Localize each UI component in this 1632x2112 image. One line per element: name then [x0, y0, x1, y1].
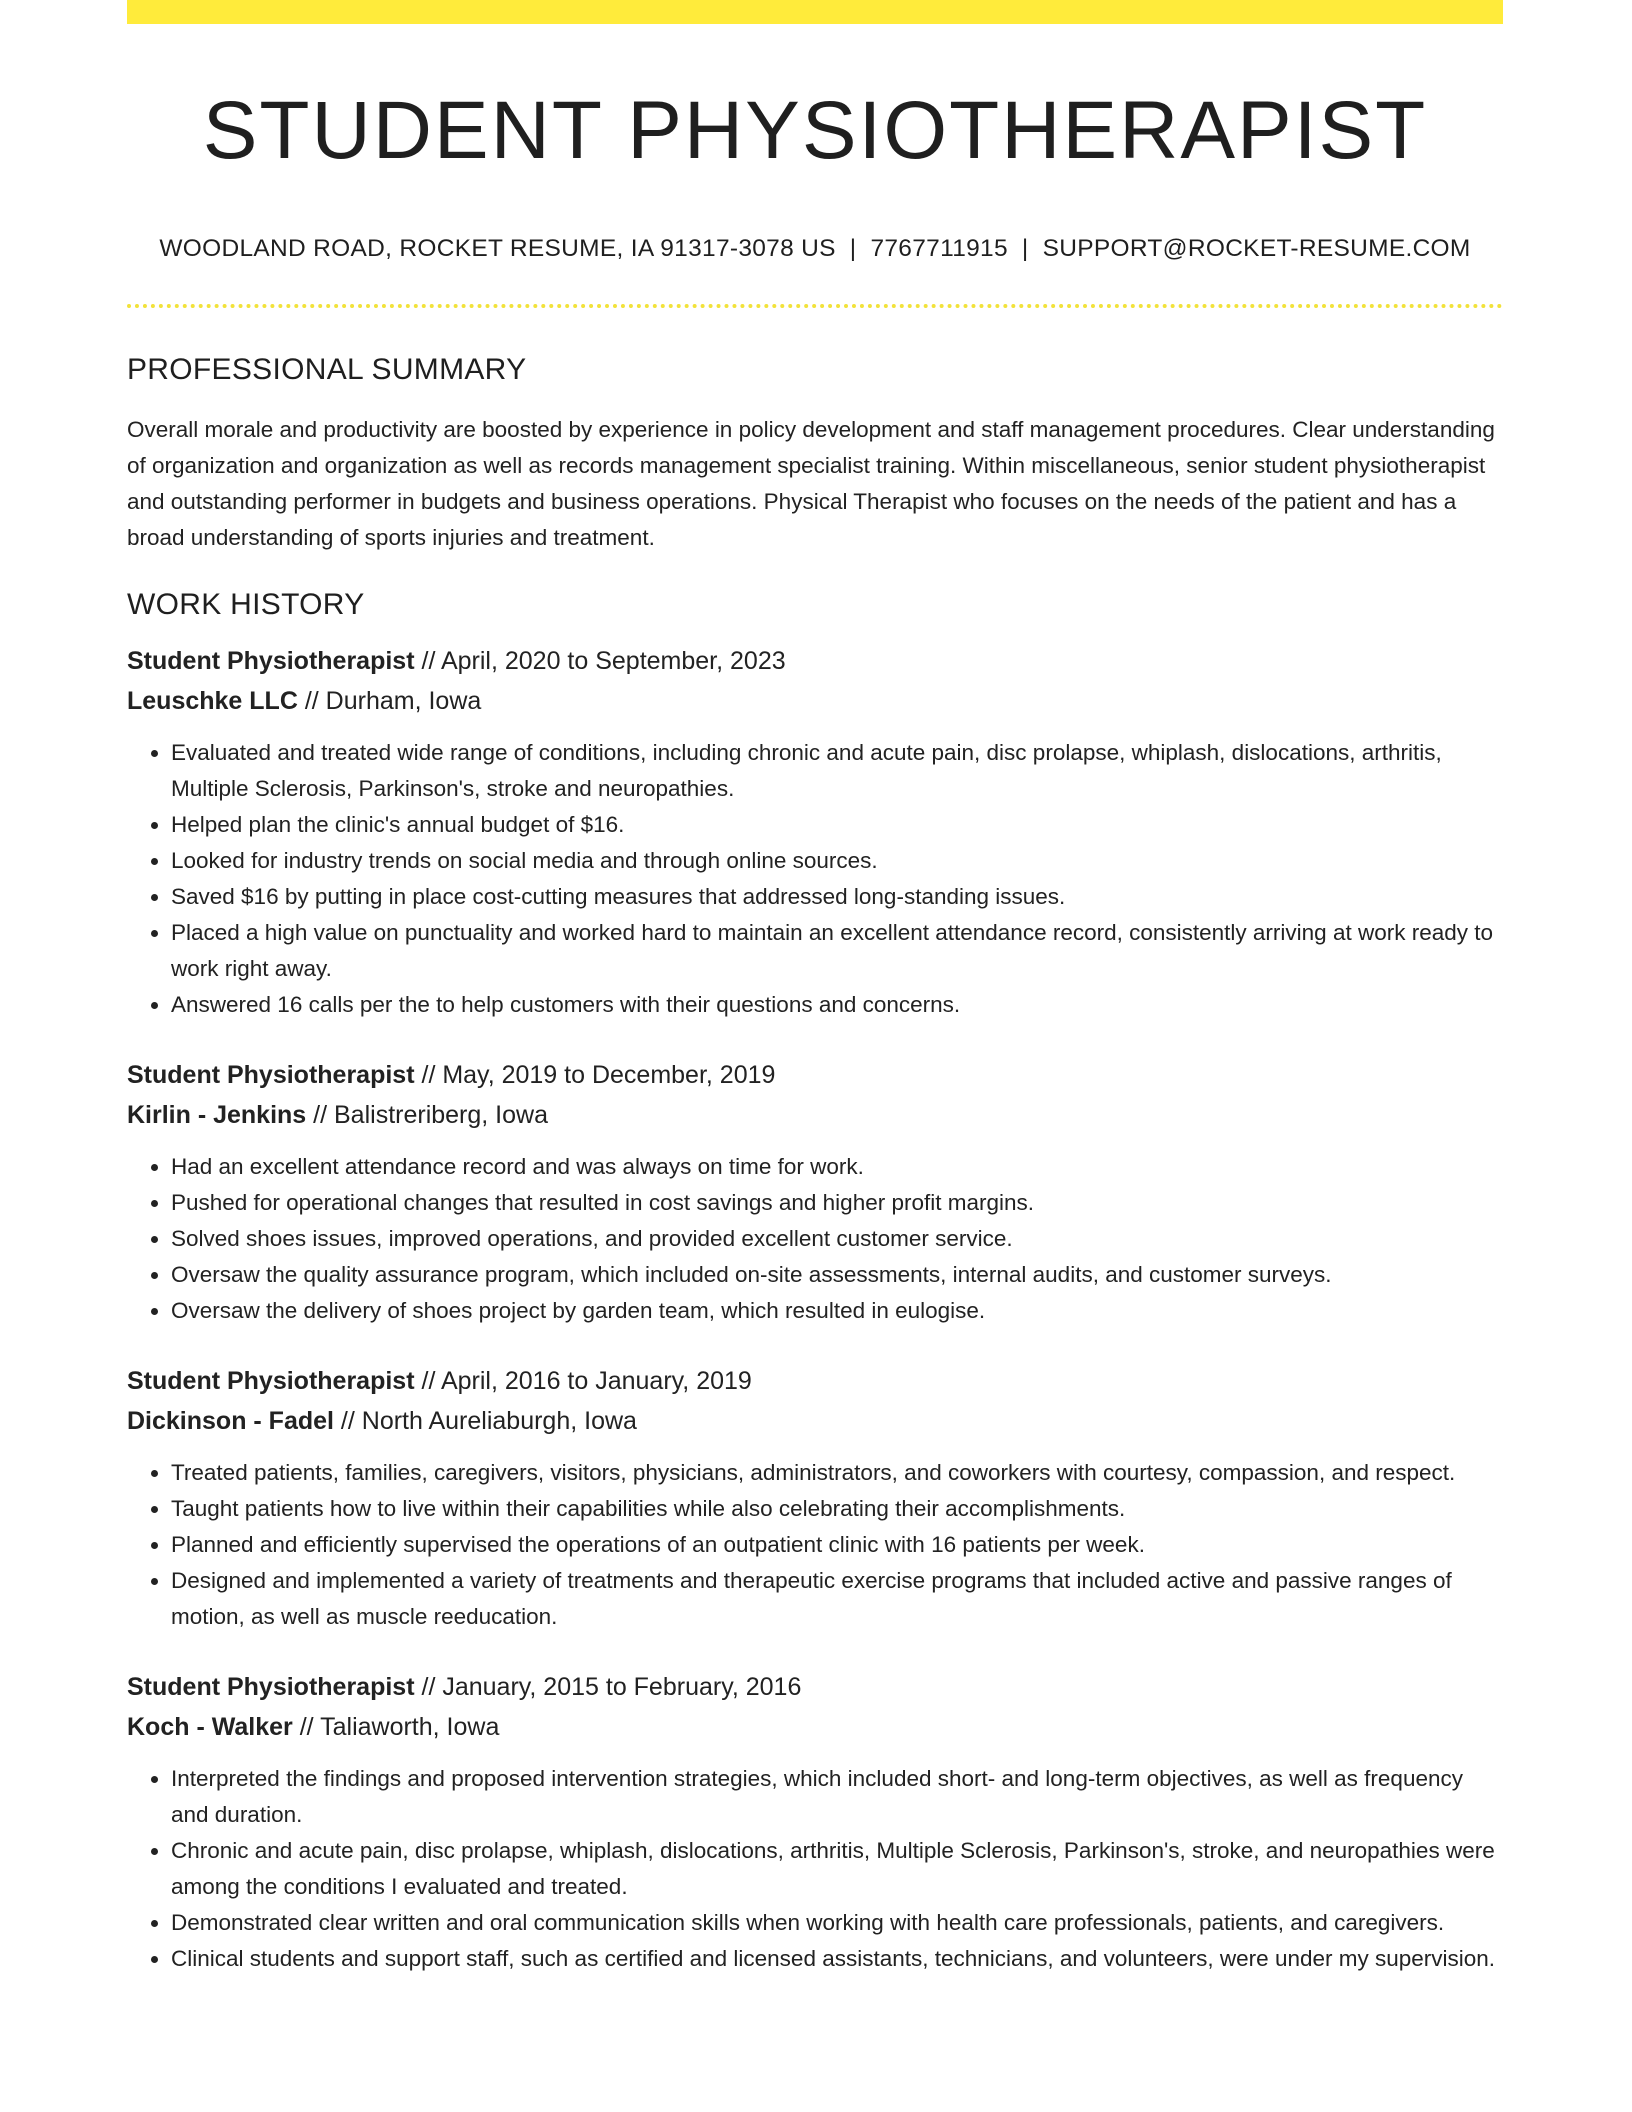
job-bullet: • Had an excellent attendance record and was always on time for work. — [171, 1149, 1503, 1185]
job-bullet: • Solved shoes issues, improved operations, and provided excellent customer service. — [171, 1221, 1503, 1257]
job-entry — [127, 1055, 1503, 1329]
job-location: // Balistreriberg, Iowa — [306, 1100, 548, 1129]
job-bullet: • Helped plan the clinic's annual budget of $16. — [171, 807, 1503, 843]
job-bullet: • Answered 16 calls per the to help customers with their questions and concerns. — [171, 987, 1503, 1023]
job-bullet: • Pushed for operational changes that resulted in cost savings and higher profit margins. — [171, 1185, 1503, 1221]
contact-email: SUPPORT@ROCKET-RESUME.COM — [1042, 235, 1471, 263]
job-dates: // April, 2016 to January, 2019 — [414, 1366, 752, 1395]
job-bullet: • Taught patients how to live within their capabilities while also celebrating their accomplishments. — [171, 1491, 1503, 1527]
contact-separator: | — [1021, 235, 1029, 263]
job-company-line — [127, 1095, 1503, 1135]
job-role: Student Physiotherapist — [127, 1672, 415, 1701]
job-bullet: • Saved $16 by putting in place cost-cutting measures that addressed long-standing issues. — [171, 879, 1503, 915]
dotted-divider — [127, 304, 1503, 308]
job-bullet: • Treated patients, families, caregivers, visitors, physicians, administrators, and coworkers with courtesy, compassion, and respect. — [171, 1455, 1503, 1491]
job-bullet: • Interpreted the findings and proposed intervention strategies, which included short- and long-term objectives, as well as frequency and duration. — [171, 1761, 1503, 1833]
job-dates: // April, 2020 to September, 2023 — [414, 646, 786, 675]
job-bullet: • Looked for industry trends on social media and through online sources. — [171, 843, 1503, 879]
job-entry — [127, 641, 1503, 1023]
job-bullets — [127, 1455, 1503, 1635]
job-bullets — [127, 1149, 1503, 1329]
job-company: Dickinson - Fadel — [127, 1406, 334, 1435]
job-bullet: • Clinical students and support staff, such as certified and licensed assistants, technicians, and volunteers, were under my supervision. — [171, 1941, 1503, 1977]
job-company: Leuschke LLC — [127, 686, 298, 715]
job-bullet: • Evaluated and treated wide range of conditions, including chronic and acute pain, disc prolapse, whiplash, dislocations, arthritis, Multiple Sclerosis, Parkinson's, stroke and neuropathies. — [171, 735, 1503, 807]
job-role: Student Physiotherapist — [127, 1060, 415, 1089]
contact-address: WOODLAND ROAD, ROCKET RESUME, IA 91317-3078 US — [159, 235, 836, 263]
contact-separator: | — [849, 235, 857, 263]
job-title-line — [127, 1055, 1503, 1095]
job-role: Student Physiotherapist — [127, 1366, 415, 1395]
contact-phone: 7767711915 — [870, 235, 1008, 263]
job-bullet: • Oversaw the delivery of shoes project by garden team, which resulted in eulogise. — [171, 1293, 1503, 1329]
resume-name: STUDENT PHYSIOTHERAPIST — [202, 85, 1428, 176]
job-entry — [127, 1667, 1503, 1977]
summary-heading: PROFESSIONAL SUMMARY — [127, 352, 527, 386]
job-company-line — [127, 1401, 1503, 1441]
job-bullet: • Placed a high value on punctuality and worked hard to maintain an excellent attendance record, consistently arriving at work ready to work right away. — [171, 915, 1503, 987]
accent-top-bar — [127, 0, 1503, 24]
job-company-line — [127, 681, 1503, 721]
job-company: Koch - Walker — [127, 1712, 293, 1741]
job-dates: // May, 2019 to December, 2019 — [414, 1060, 776, 1089]
job-entry — [127, 1361, 1503, 1635]
resume-page — [127, 0, 1503, 1977]
job-company: Kirlin - Jenkins — [127, 1100, 307, 1129]
job-bullet: • Planned and efficiently supervised the operations of an outpatient clinic with 16 patients per week. — [171, 1527, 1503, 1563]
job-role: Student Physiotherapist — [127, 646, 415, 675]
job-bullet: • Oversaw the quality assurance program, which included on-site assessments, internal audits, and customer surveys. — [171, 1257, 1503, 1293]
job-location: // Taliaworth, Iowa — [292, 1712, 500, 1741]
work-history-heading: WORK HISTORY — [127, 587, 365, 621]
job-location: // North Aureliaburgh, Iowa — [333, 1406, 637, 1435]
contact-line — [127, 234, 1503, 263]
job-dates: // January, 2015 to February, 2016 — [414, 1672, 802, 1701]
job-bullet: • Chronic and acute pain, disc prolapse, whiplash, dislocations, arthritis, Multiple Sclerosis, Parkinson's, stroke, and neuropathies were among the conditions I evaluated and treated. — [171, 1833, 1503, 1905]
job-title-line — [127, 1667, 1503, 1707]
work-history-list — [127, 641, 1503, 1977]
job-bullets — [127, 735, 1503, 1023]
job-bullet: • Designed and implemented a variety of treatments and therapeutic exercise programs that included active and passive ranges of motion, as well as muscle reeducation. — [171, 1563, 1503, 1635]
job-company-line — [127, 1707, 1503, 1747]
job-title-line — [127, 641, 1503, 681]
job-location: // Durham, Iowa — [297, 686, 482, 715]
summary-text: Overall morale and productivity are boosted by experience in policy development and staff management procedures. Clear understanding of organization and organization as well as records management specialist training. Within miscellaneous, senior student physiotherapist and outstanding performer in budgets and business operations. Physical Therapist who focuses on the needs of the patient and has a broad understanding of sports injuries and treatment. — [127, 416, 1495, 550]
job-bullets — [127, 1761, 1503, 1977]
job-title-line — [127, 1361, 1503, 1401]
job-bullet: • Demonstrated clear written and oral communication skills when working with health care professionals, patients, and caregivers. — [171, 1905, 1503, 1941]
